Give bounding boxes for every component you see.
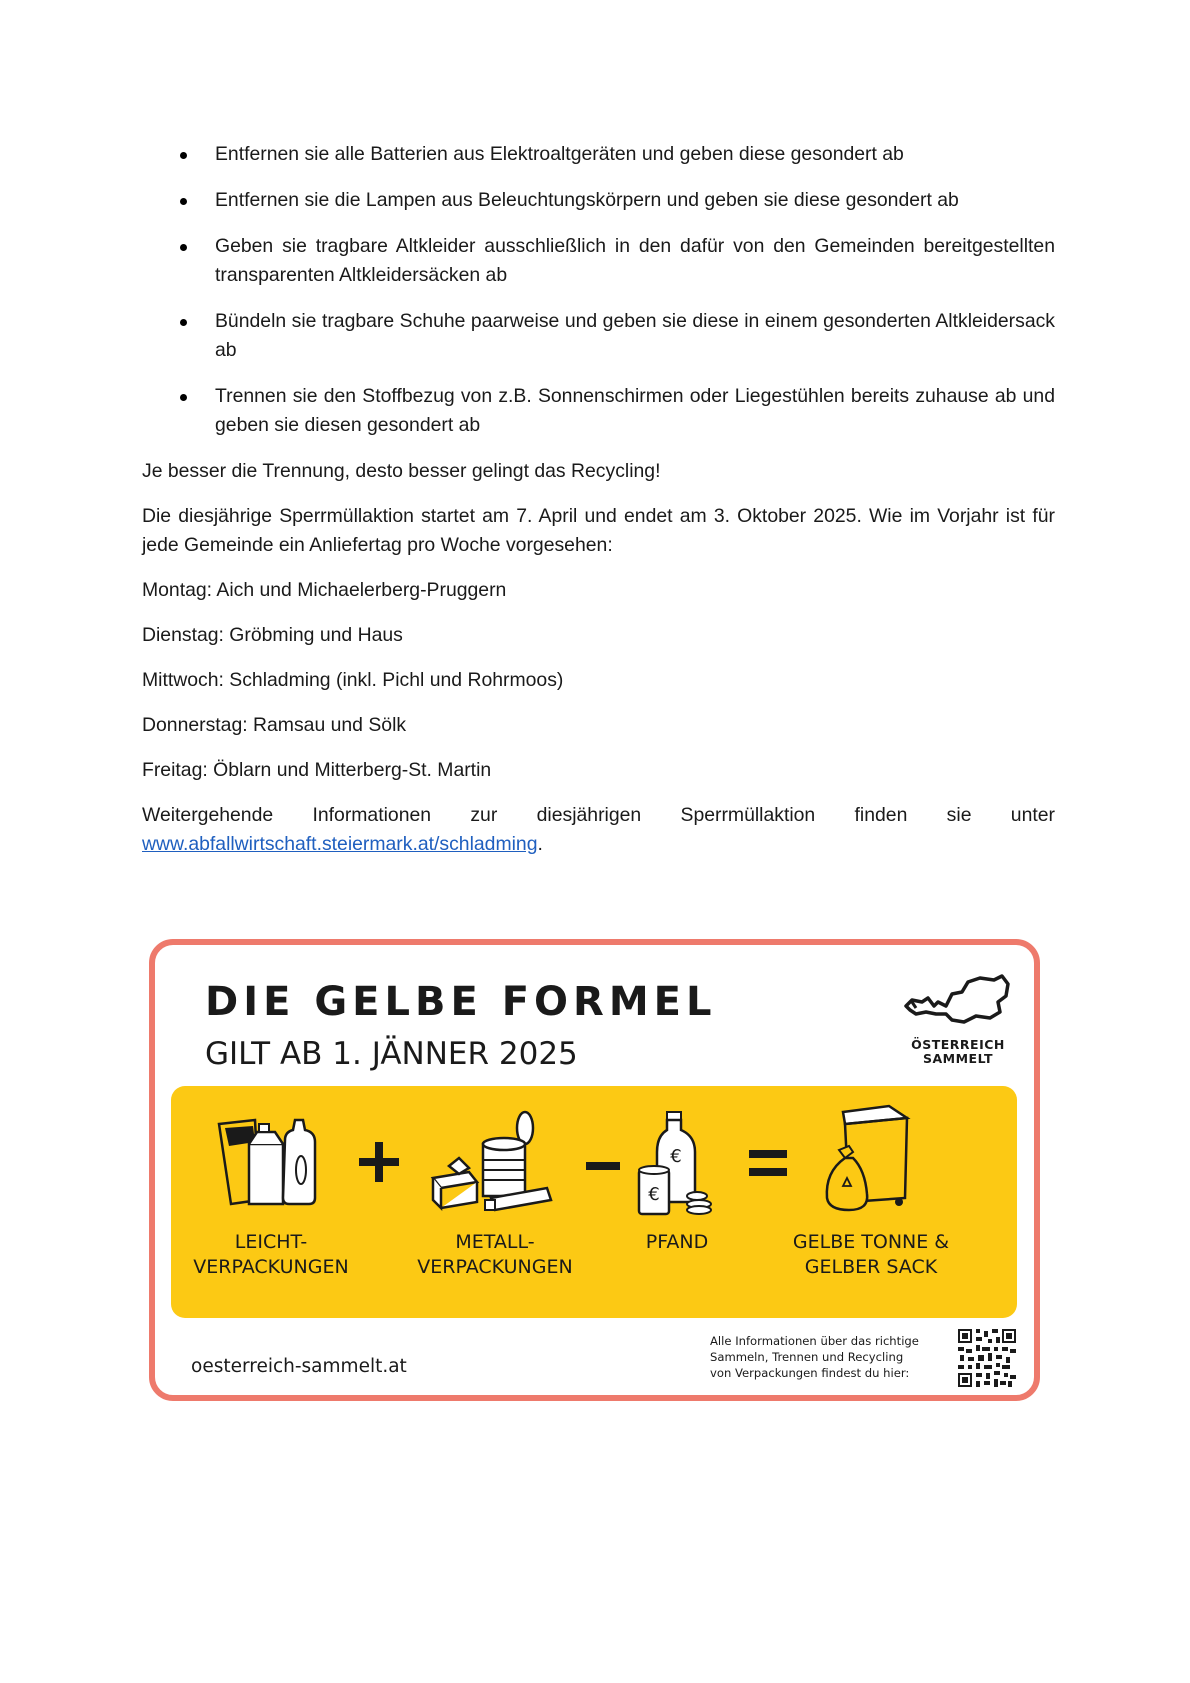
recycling-paragraph: Je besser die Trennung, desto besser gelingt das Recycling! <box>142 460 661 482</box>
list-item: Trennen sie den Stoffbezug von z.B. Sonnenschirmen oder Liegestühlen bereits zuhause ab und geben sie diesen gesondert ab <box>142 382 1055 440</box>
schedule-friday: Freitag: Öblarn und Mitterberg-St. Martin <box>142 759 492 781</box>
instruction-list <box>142 140 1055 440</box>
qr-code-icon[interactable] <box>958 1329 1016 1387</box>
gelbe-formel-infographic <box>149 939 1040 1401</box>
document-body <box>142 140 1055 859</box>
label-light-packaging: LEICHT- VERPACKUNGEN <box>193 1231 349 1278</box>
website-label: oesterreich-sammelt.at <box>191 1356 407 1377</box>
oesterreich-sammelt-logo <box>893 972 1023 1066</box>
formula-panel <box>171 1086 1017 1318</box>
euro-symbol: € <box>648 1184 660 1205</box>
logo-text <box>893 1038 1023 1066</box>
logo-line-2: SAMMELT <box>922 1051 994 1066</box>
intro-paragraph: Die diesjährige Sperrmüllaktion startet am 7. April und endet am 3. Oktober 2025. Wie im Vorjahr ist für jede Gemeinde ein Anliefertag pro Woche vorgesehen: <box>142 505 1055 556</box>
more-info-paragraph <box>142 801 1055 859</box>
list-item: Geben sie tragbare Altkleider ausschließlich in den dafür von den Gemeinden bereitgestellten transparenten Altkleidersäcken ab <box>142 232 1055 290</box>
label-metal-packaging: METALL- VERPACKUNGEN <box>417 1231 573 1278</box>
infographic-title: DIE GELBE FORMEL <box>205 979 717 1025</box>
more-info-text: Weitergehende Informationen zur diesjährigen Sperrmüllaktion finden sie unter <box>142 804 1055 826</box>
logo-line-1: ÖSTERREICH <box>911 1037 1005 1052</box>
euro-symbol: € <box>670 1146 682 1167</box>
metal-packaging-icon <box>429 1108 557 1212</box>
schedule-monday: Montag: Aich und Michaelerberg-Pruggern <box>142 579 507 601</box>
equals-operator <box>749 1148 787 1183</box>
period: . <box>537 833 543 855</box>
info-text: Alle Informationen über das richtige Sammeln, Trennen und Recycling von Verpackungen findest du hier: <box>710 1334 919 1380</box>
list-item: Bündeln sie tragbare Schuhe paarweise und geben sie diese in einem gesonderten Altkleidersack ab <box>142 307 1055 365</box>
light-packaging-icon <box>215 1110 325 1210</box>
schedule-wednesday: Mittwoch: Schladming (inkl. Pichl und Rohrmoos) <box>142 669 564 691</box>
austria-map-icon <box>902 972 1014 1032</box>
list-item: Entfernen sie die Lampen aus Beleuchtungskörpern und geben sie diese gesondert ab <box>142 186 1055 215</box>
label-deposit: PFAND <box>645 1231 709 1253</box>
label-yellow-bin-bag: GELBE TONNE & GELBER SACK <box>792 1231 950 1278</box>
minus-operator <box>586 1158 620 1176</box>
list-item: Entfernen sie alle Batterien aus Elektroaltgeräten und geben diese gesondert ab <box>142 140 1055 169</box>
yellow-bin-and-bag-icon <box>819 1102 919 1214</box>
infographic-subtitle: GILT AB 1. JÄNNER 2025 <box>205 1036 578 1072</box>
plus-operator <box>357 1140 401 1189</box>
info-link[interactable]: www.abfallwirtschaft.steiermark.at/schladming <box>142 833 538 855</box>
schedule-tuesday: Dienstag: Gröbming und Haus <box>142 624 403 646</box>
schedule-thursday: Donnerstag: Ramsau und Sölk <box>142 714 407 736</box>
deposit-bottle-can-icon <box>637 1110 717 1218</box>
